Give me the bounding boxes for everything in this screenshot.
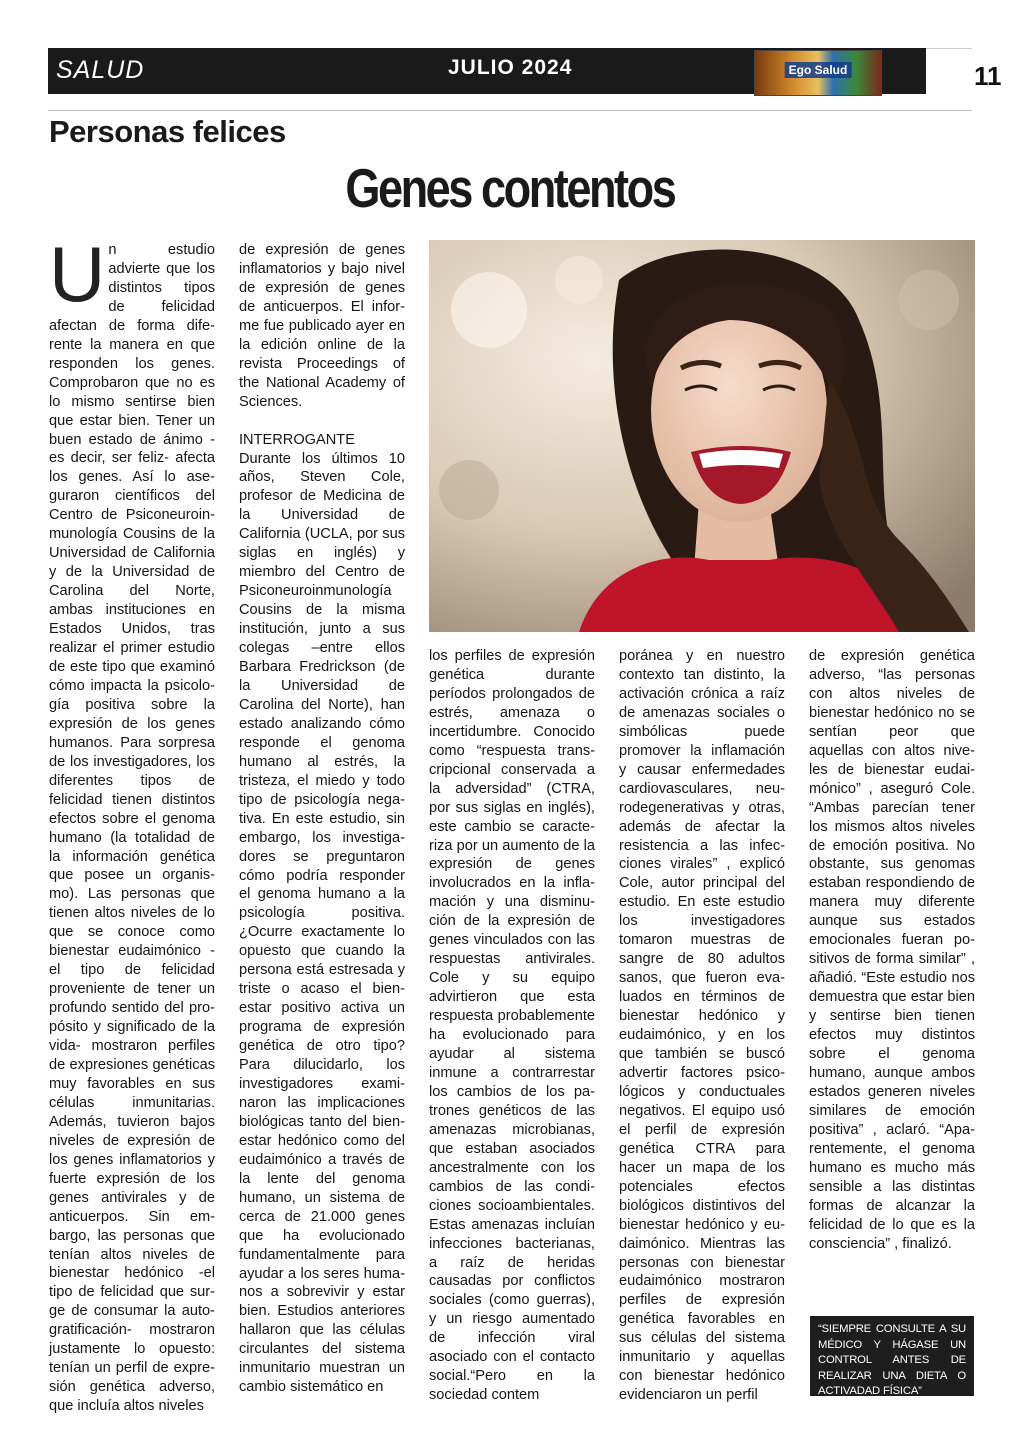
- article-column-4: [619, 647, 785, 1405]
- article-headline: Genes contentos: [345, 157, 675, 219]
- article-column-1: [49, 230, 215, 1416]
- drop-cap: U: [49, 230, 106, 318]
- woman-smiling-photo: [429, 240, 975, 632]
- page-number: 11: [974, 61, 1002, 91]
- column-5-text: de expresión genética adverso, “las personas con altos niveles de bienestar hedónico no se sentían peor que aquellas con altos niveles de bienestar eudaimónico” , aseguró Cole. “Ambas parecían tener los mismos altos niveles de emoción positiva. No obstante, sus genomas estaban respondiendo de manera muy diferente aunque sus estados emocionales fueran positivos de forma similar” , añadió. “Este estudio nos demuestra que estar bien y sentirse bien tienen efectos muy distintos sobre el genoma humano, aunque ambos estados generen niveles similares de emoción positiva” , aclaró. “Aparentemente, el genoma humano es mucho más sensible a las distintas formas de alcanzar la felicidad de lo que es la consciencia” , finalizó.: [809, 648, 975, 1252]
- article-column-3: [429, 647, 595, 1405]
- publication-logo: [754, 50, 882, 96]
- column-2-text-b: Durante los últimos 10 años, Steven Cole, profesor de Medicina de la Universidad de California (UCLA, por sus siglas en inglés) y miembro del Centro de Psiconeuroinmunología Cousins de la misma institución, junto a sus colegas –entre ellos Barbara Fredrickson (de la Universidad de Carolina del Norte), han estado analizando cómo responde el genoma humano al estrés, la tristeza, el miedo y todo tipo de psicología negativa. En este estudio, sin embargo, los investigadores se preguntaron cómo podría responder el genoma humano a la psicología positiva. ¿Ocurre exactamente lo opuesto que cuando la persona está estresada y triste o acaso el bienestar positivo activa un programa de expresión genética de otro tipo? Para dilucidarlo, los investigadores examinaron las implicaciones biológicas tanto del bienestar hedónico como del eudaimónico a través de la lente del genoma humano, un sistema de cerca de 21.000 genes que ha evolucionado fundamentalmente para ayudar a los seres humanos a sobrevivir y estar bien. Estudios anteriores hallaron que las células circulantes del sistema inmunitario muestran un cambio sistemático en: [239, 450, 405, 1396]
- column-1-text: n estudio advierte que los distintos tipos de felicidad afectan de forma diferente la manera en que responden los genes. Comprobaron que no es lo mismo sentirse bien que estar bien. Tener un buen estado de ánimo -es decir, ser feliz- afecta los genes. Así lo aseguraron científicos del Centro de Psiconeuroinmunología Cousins de la Universidad de California y de la Universidad de Carolina del Norte, ambas instituciones en Estados Unidos, tras realizar el primer estudio de este tipo que examinó cómo impacta la psicología positiva sobre la expresión de los genes humanos. Para sorpresa de los investigadores, los diferentes tipos de felicidad tienen distintos efectos sobre el genoma humano (la totalidad de la información genética que posee un organismo). Las personas que tienen altos niveles de lo que se conoce como bienestar eudaimónico -el tipo de felicidad proveniente de tener un profundo sentido del propósito y significado de la vida- mostraron perfiles de expresiones genéticas muy favorables en sus células inmunitarias. Además, tuvieron bajos niveles de expresión de los genes inflamatorios y fuerte expresión de los genes antivirales y de anticuerpos. Sin embargo, las personas que tenían altos niveles de bienestar hedónico -el tipo de felicidad que surge de consumar la autogratificación- mostraron justamente lo opuesto: tenían un perfil de expresión genética adverso, que incluía altos niveles: [49, 242, 215, 1415]
- article-column-5: [809, 647, 975, 1254]
- advice-quote-box: “SIEMPRE CONSULTE A SU MÉDICO Y HÁGASE UN CONTROL ANTES DE REALIZAR UNA DIETA O ACTIVADAD FÍSICA”: [810, 1316, 974, 1396]
- column-3-text: los perfiles de expresión genética durante períodos prolongados de estrés, amenaza o incertidumbre. Conocido como “respuesta transcripcional conservada a la adversidad” (CTRA, por sus siglas en inglés), este cambio se caracteriza por un aumento de la expresión de genes involucrados en la inflamación y una disminución de la expresión de genes vinculados con las respuestas antivirales. Cole y su equipo advirtieron que esta respuesta probablemente ha evolucionado para ayudar al sistema inmune a contrarrestar los cambios de los patrones genéticos de las amenazas microbianas, que estaban asociados ancestralmente con los cambios de las condiciones socioambientales. Estas amenazas incluían infecciones bacterianas, a raíz de heridas causadas por conflictos sociales (como guerras), y un riesgo aumentado de infección viral asociado con el contacto social.“Pero en la sociedad contem: [429, 648, 595, 1404]
- article-kicker: Personas felices: [49, 114, 286, 149]
- column-2-text-a: de expresión de genes inflamatorios y bajo nivel de expresión de genes de anticuerpos. El informe fue publicado ayer en la edición online de la revista Proceedings of the National Academy of Sciences.: [239, 242, 405, 410]
- section-subhead: INTERROGANTE: [239, 431, 355, 448]
- article-column-2: [239, 241, 405, 1397]
- section-label: SALUD: [56, 56, 145, 84]
- header-rule: [48, 110, 972, 111]
- photo-illustration: [429, 240, 975, 632]
- issue-date: JULIO 2024: [448, 56, 573, 79]
- page-number-box: [926, 48, 1002, 95]
- column-4-text: poránea y en nuestro contexto tan distinto, la activación crónica a raíz de amenazas sociales o simbólicas puede promover la inflamación y causar enfermedades cardiovasculares, neurodegenerativas y otras, además de afectar la resistencia a las infecciones virales” , explicó Cole, autor principal del estudio. En este estudio los investigadores tomaron muestras de sangre de 80 adultos sanos, que fueron evaluados en términos de bienestar hedónico y eudaimónico, y en los que también se buscó advertir factores psicológicos y conductuales negativos. El equipo usó el perfil de expresión genética CTRA para hacer un mapa de los potenciales efectos biológicos distintivos del bienestar hedónico y eudaimónico. Mientras las personas con bienestar eudaimónico mostraron perfiles de expresión genética favorables en sus células del sistema inmunitario y aquellas con bienestar hedónico evidenciaron un perfil: [619, 648, 785, 1404]
- header-bar: [48, 48, 1002, 94]
- logo-text: Ego Salud: [785, 62, 852, 78]
